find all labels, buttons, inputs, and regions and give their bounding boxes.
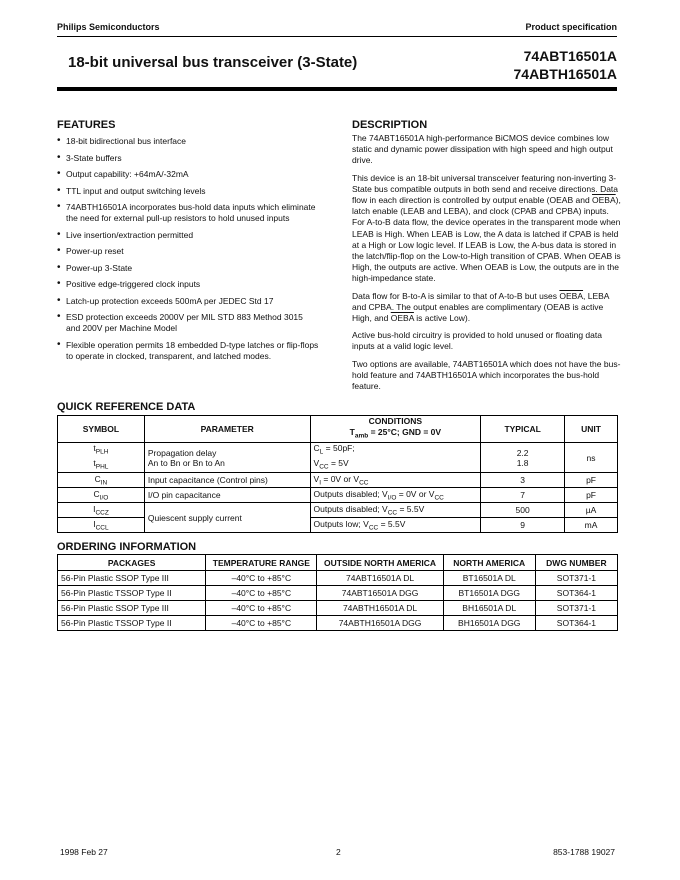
features-list [57,136,319,367]
description-paragraph: Two options are available, 74ABT16501A which does not have the bus-hold feature and 74ABTH16501A which incorporates the bus-hold feature. [352,358,621,392]
symbol-cell: $C_{I/O}$ [58,488,145,503]
table-row [58,571,618,586]
conditions-cell: $V_I = 0V$ or $V_{CC}$ [310,473,481,488]
north-america-cell: BH16501A DL [443,601,535,616]
temperature-cell: –40°C to +85°C [206,586,317,601]
package-cell: 56-Pin Plastic TSSOP Type II [58,616,206,631]
conditions-cell: Outputs disabled; $V_{I/O} = 0V$ or $V_{CC}$ [310,488,481,503]
description-paragraph: This device is an 18-bit universal transceiver featuring non-inverting 3-State bus compatible outputs in both send and receive directions. Data flow in each direction is controlled by output enable (OEAB and OEBA), latch enable (LEAB and LEBA), and clock (CPAB and CPBA) inputs. For A-to-B data flow, the device operates in the transparent mode when LEAB is High. When LEAB is Low, the A data is latched if CPAB is held at a High or Low logic level. If LEAB is Low, the A-bus data is stored in the latch/flip-flop on the Low-to-High transition of CPAB. When OEAB is High, the outputs are active. When OEAB is Low, the outputs are in the high-impedance state. [352,172,621,284]
col-conditions: CONDITIONS $T_{amb} = 25^\circ C$; GND = 0V [310,416,481,443]
package-cell: 56-Pin Plastic SSOP Type III [58,571,206,586]
description-body [352,133,622,398]
header-rule [57,36,617,37]
title-rule [57,87,617,91]
doc-type: Product specification [525,22,617,32]
feature-item: • Latch-up protection exceeds 500mA per JEDEC Std 17 [57,296,319,307]
table-header-row [58,416,618,443]
col-outside-north-america: OUTSIDE NORTH AMERICA [317,555,443,571]
col-north-america: NORTH AMERICA [443,555,535,571]
table-row [58,586,618,601]
table-row [58,473,618,488]
feature-item: • Positive edge-triggered clock inputs [57,279,319,290]
outside-na-cell: 74ABT16501A DGG [317,586,443,601]
col-unit: UNIT [565,416,618,443]
parameter-cell: Quiescent supply current [144,503,310,533]
feature-item: • TTL input and output switching levels [57,186,319,197]
description-paragraph: Data flow for B-to-A is similar to that of A-to-B but uses OEBA, LEBA and CPBA. The output enables are complimentary (OEAB is active High, and OEBA is active Low). [352,290,610,324]
north-america-cell: BT16501A DGG [443,586,535,601]
description-paragraph: The 74ABT16501A high-performance BiCMOS device combines low static and dynamic power dissipation with high speed and high output drive. [352,133,613,166]
conditions-cell: $C_L = 50pF$; $V_{CC} = 5V$ [310,443,481,473]
outside-na-cell: 74ABT16501A DL [317,571,443,586]
feature-item: • Flexible operation permits 18 embedded D-type latches or flip-flops to operate in clocked, transparent, and latched modes. [57,340,319,362]
description-paragraph: Active bus-hold circuitry is provided to hold unused or floating data inputs at a valid logic level. [352,330,602,352]
typical-cell: 500 [481,503,565,518]
col-symbol: SYMBOL [58,416,145,443]
page-title: 18-bit universal bus transceiver (3-State) [68,54,358,71]
col-temperature-range: TEMPERATURE RANGE [206,555,317,571]
typical-cell: 9 [481,518,565,533]
feature-item: • Output capability: +64mA/-32mA [57,169,319,180]
features-heading: FEATURES [57,119,116,131]
feature-item: • Power-up 3-State [57,263,319,274]
unit-cell: pF [565,488,618,503]
unit-cell: ns [565,443,618,473]
part-number-1: 74ABT16501A [523,48,617,64]
ordering-table [57,554,618,631]
typical-cell: 7 [481,488,565,503]
package-cell: 56-Pin Plastic SSOP Type III [58,601,206,616]
table-row [58,518,618,533]
dwg-number-cell: SOT364-1 [535,616,617,631]
table-row [58,503,618,518]
north-america-cell: BT16501A DL [443,571,535,586]
company-name: Philips Semiconductors [57,22,160,32]
col-typical: TYPICAL [481,416,565,443]
footer-code: 853-1788 19027 [553,847,615,857]
temperature-cell: –40°C to +85°C [206,571,317,586]
feature-item: • Power-up reset [57,246,319,257]
parameter-cell: I/O pin capacitance [144,488,310,503]
feature-item: • 74ABTH16501A incorporates bus-hold data inputs which eliminate the need for external pull-up resistors to hold unused inputs [57,202,319,224]
table-row [58,601,618,616]
north-america-cell: BH16501A DGG [443,616,535,631]
symbol-cell: $I_{CCZ}$ [58,503,145,518]
dwg-number-cell: SOT371-1 [535,601,617,616]
col-packages: PACKAGES [58,555,206,571]
table-header-row [58,555,618,571]
symbol-cell: $I_{CCL}$ [58,518,145,533]
unit-cell: mA [565,518,618,533]
table-row [58,488,618,503]
feature-item: • Live insertion/extraction permitted [57,230,319,241]
dwg-number-cell: SOT371-1 [535,571,617,586]
package-cell: 56-Pin Plastic TSSOP Type II [58,586,206,601]
quick-ref-heading: QUICK REFERENCE DATA [57,401,196,413]
footer-date: 1998 Feb 27 [60,847,108,857]
quick-ref-table [57,415,618,533]
feature-item: • ESD protection exceeds 2000V per MIL STD 883 Method 3015 and 200V per Machine Model [57,312,319,334]
parameter-cell: Input capacitance (Control pins) [144,473,310,488]
unit-cell: pF [565,473,618,488]
typical-cell: 3 [481,473,565,488]
conditions-cell: Outputs low; $V_{CC} = 5.5V$ [310,518,481,533]
col-dwg-number: DWG NUMBER [535,555,617,571]
typical-cell: 2.2 1.8 [481,443,565,473]
ordering-heading: ORDERING INFORMATION [57,541,197,553]
symbol-cell: $t_{PLH}$ $t_{PHL}$ [58,443,145,473]
outside-na-cell: 74ABTH16501A DL [317,601,443,616]
parameter-cell: Propagation delay An to Bn or Bn to An [144,443,310,473]
table-row [58,616,618,631]
description-heading: DESCRIPTION [352,119,428,131]
temperature-cell: –40°C to +85°C [206,601,317,616]
unit-cell: µA [565,503,618,518]
symbol-cell: $C_{IN}$ [58,473,145,488]
outside-na-cell: 74ABTH16501A DGG [317,616,443,631]
page-number: 2 [336,847,341,857]
dwg-number-cell: SOT364-1 [535,586,617,601]
temperature-cell: –40°C to +85°C [206,616,317,631]
feature-item: • 3-State buffers [57,153,319,164]
table-row [58,443,618,473]
col-parameter: PARAMETER [144,416,310,443]
part-numbers [514,47,618,83]
feature-item: • 18-bit bidirectional bus interface [57,136,319,147]
part-number-2: 74ABTH16501A [513,66,617,82]
conditions-cell: Outputs disabled; $V_{CC} = 5.5V$ [310,503,481,518]
